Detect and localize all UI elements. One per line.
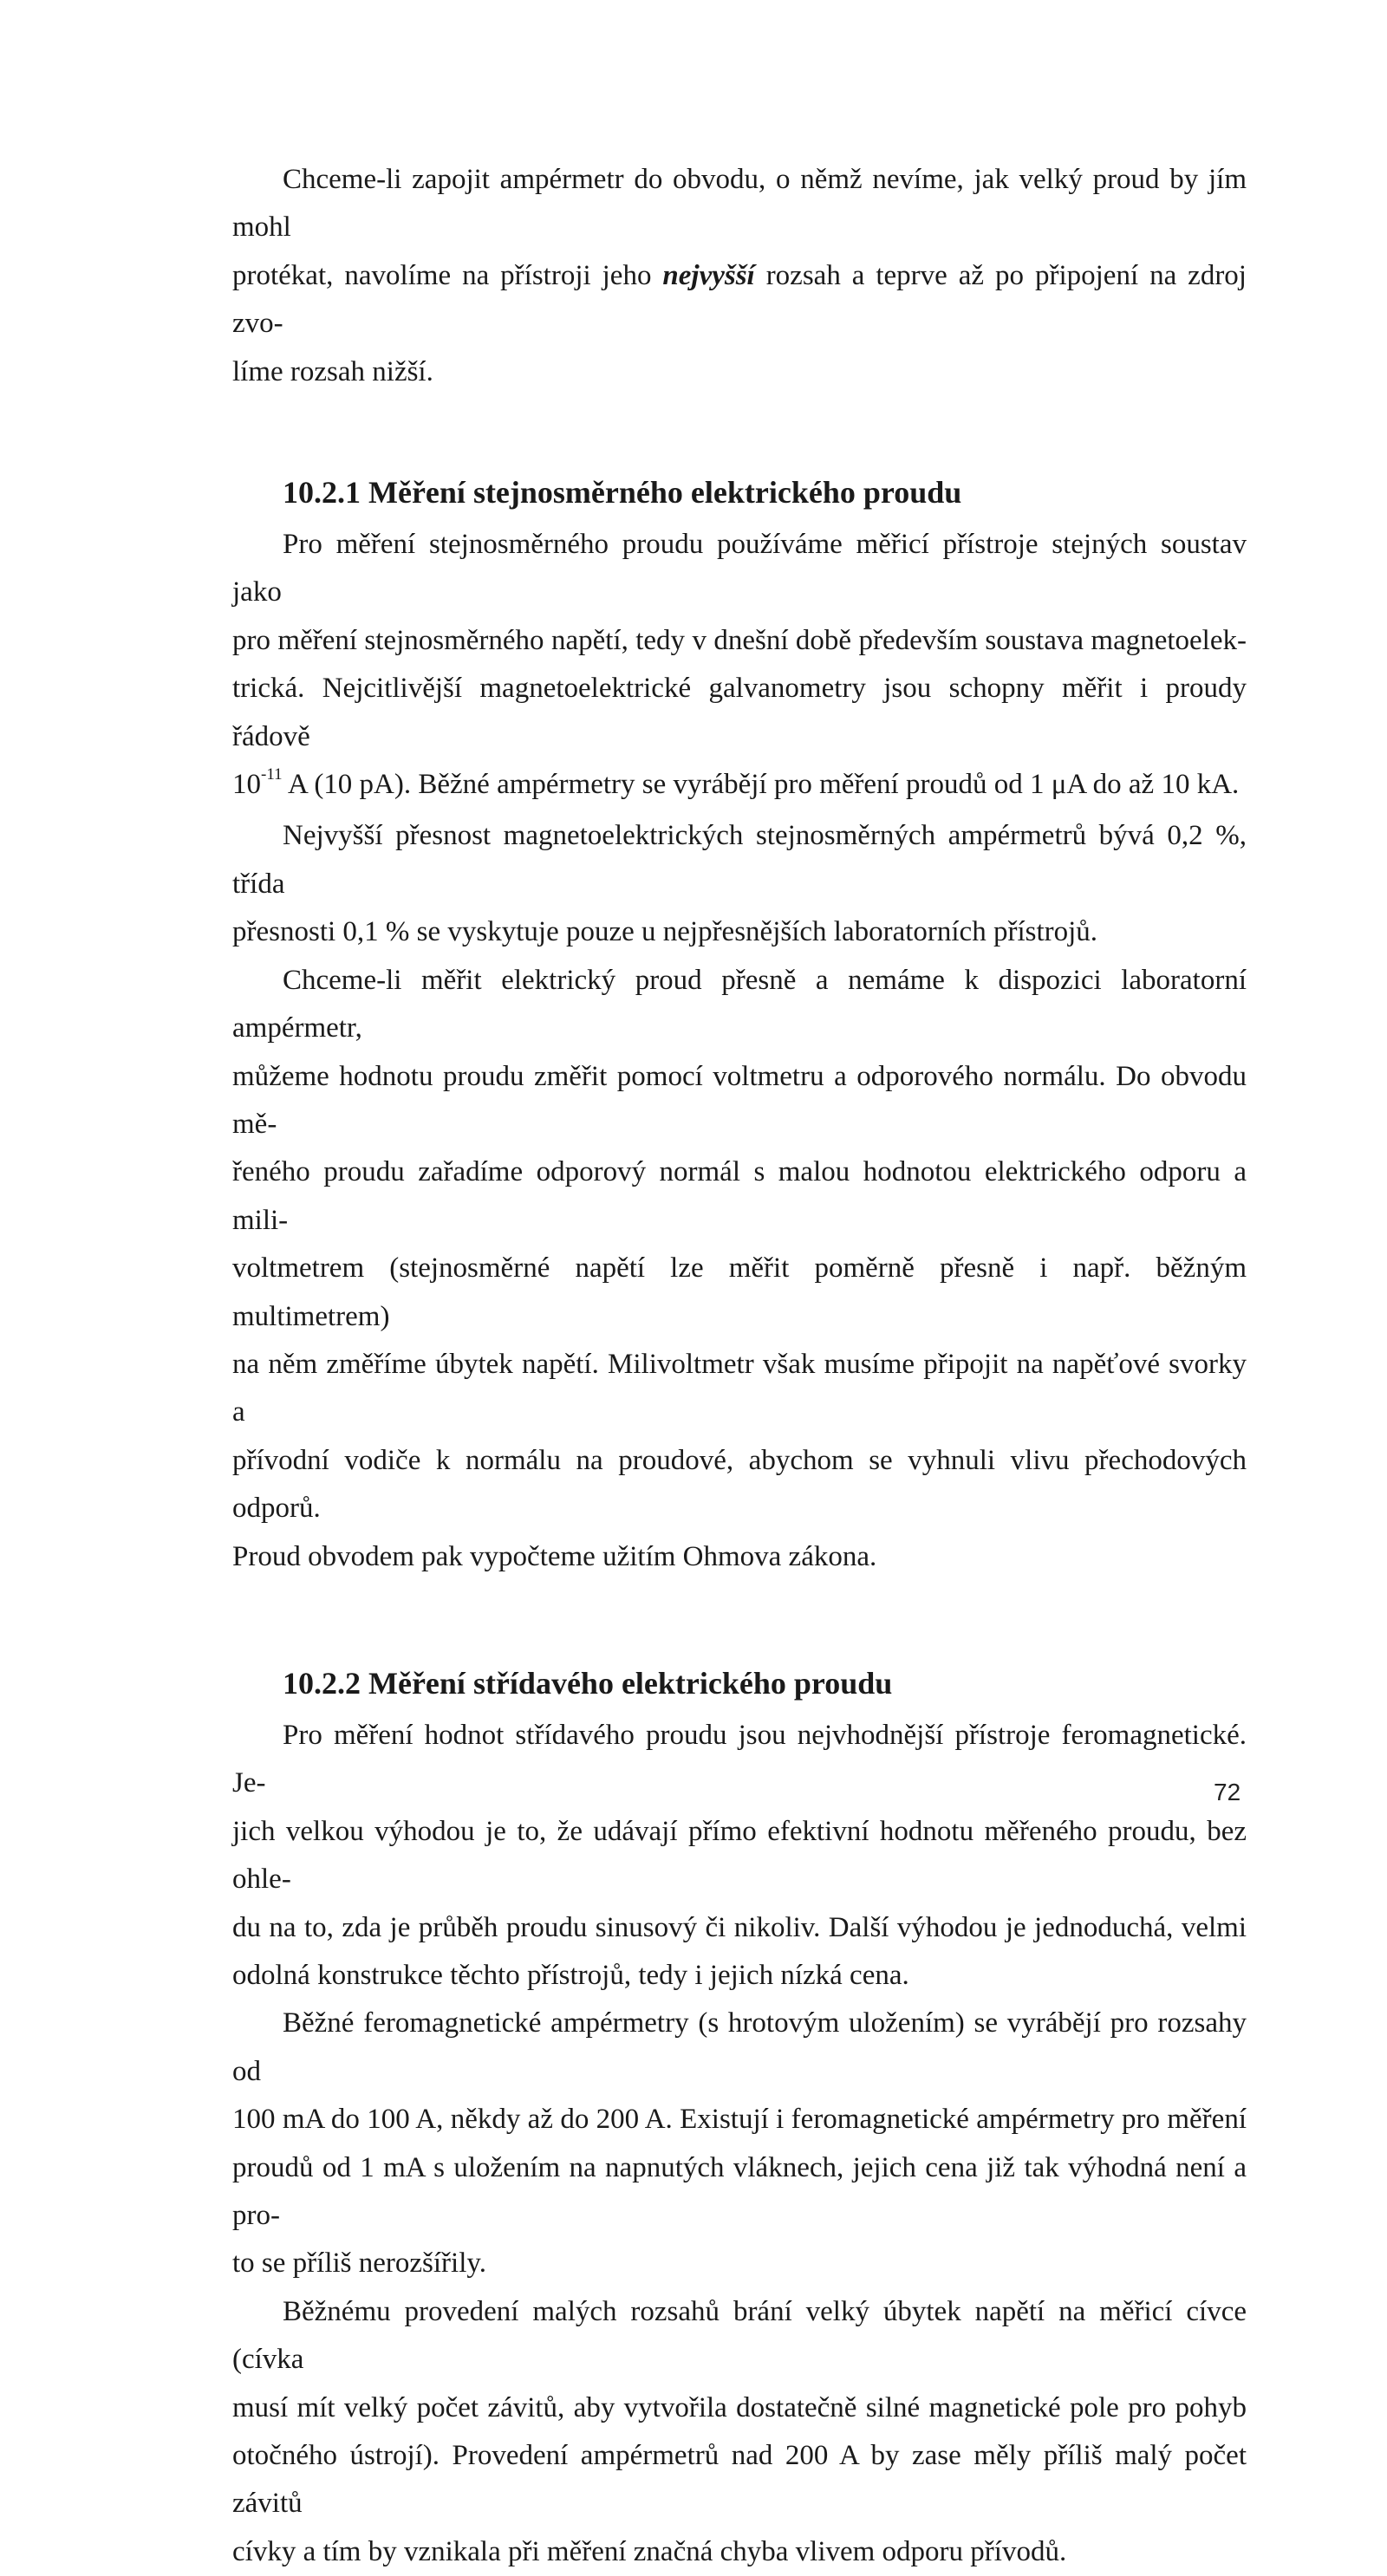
intro-paragraph — [232, 156, 1247, 396]
text-line: Běžné feromagnetické ampérmetry (s hrotovým uložením) se vyrábějí pro rozsahy od — [232, 2007, 1247, 2087]
section-2-paragraph-1 — [232, 1712, 1247, 2000]
text-line: odolná konstrukce těchto přístrojů, tedy i jejich nízká cena. — [232, 1960, 909, 1991]
section-heading-10-2-2: 10.2.2 Měření střídavého elektrického proudu — [283, 1665, 893, 1701]
text-line: na něm změříme úbytek napětí. Milivoltmetr však musíme připojit na napěťové svorky a — [232, 1348, 1247, 1428]
page-number: 72 — [1214, 1779, 1241, 1805]
text-line: proudů od 1 mA s uložením na napnutých vláknech, jejich cena již tak výhodná není a pro- — [232, 2151, 1247, 2232]
text-line: pro měření stejnosměrného napětí, tedy v dnešní době především soustava magnetoelek- — [232, 624, 1247, 656]
section-2-paragraph-3 — [232, 2288, 1247, 2576]
emphasis-text: nejvyšší — [662, 259, 755, 291]
text-segment: A (10 pA). Běžné ampérmetry se vyrábějí pro měření proudů od 1 μA do až 10 kA. — [282, 769, 1240, 801]
text-line: otočného ústrojí). Provedení ampérmetrů nad 200 A by zase měly příliš malý počet závitů — [232, 2440, 1247, 2520]
text-line: Chceme-li měřit elektrický proud přesně a nemáme k dispozici laboratorní ampérmetr, — [232, 964, 1247, 1044]
text-segment: rozsah a teprve až po připojení na zdroj zvo- — [232, 259, 1247, 340]
text-line: to se příliš nerozšířily. — [232, 2247, 486, 2280]
text-line: Pro měření hodnot střídavého proudu jsou nejvhodnější přístroje feromagnetické. Je- — [232, 1719, 1247, 1799]
text-line: 100 mA do 100 A, někdy až do 200 A. Existují i feromagnetické ampérmetry pro měření — [232, 2104, 1247, 2136]
text-line: líme rozsah nižší. — [232, 355, 433, 387]
text-line: Běžnému provedení malých rozsahů brání velký úbytek napětí na měřicí cívce (cívka — [232, 2295, 1247, 2376]
text-line: cívky a tím by vznikala při měření značná chyba vlivem odporu přívodů. — [232, 2535, 1067, 2567]
text-line: jich velkou výhodou je to, že udávají přímo efektivní hodnotu měřeného proudu, bez ohle- — [232, 1815, 1247, 1896]
text-line: Nejvyšší přesnost magnetoelektrických stejnosměrných ampérmetrů bývá 0,2 %, třída — [232, 820, 1247, 900]
text-line: Pro měření stejnosměrného proudu používáme měřicí přístroje stejných soustav jako — [232, 529, 1247, 608]
section-1-paragraph-2 — [232, 812, 1247, 956]
text-line: musí mít velký počet závitů, aby vytvořila dostatečně silné magnetické pole pro pohyb — [232, 2391, 1247, 2423]
text-line: voltmetrem (stejnosměrné napětí lze měřit poměrně přesně i např. běžným multimetrem) — [232, 1252, 1247, 1332]
text-line: Chceme-li zapojit ampérmetr do obvodu, o němž nevíme, jak velký proud by jím mohl — [232, 164, 1247, 244]
exponent: -11 — [261, 765, 283, 784]
text-line: Proud obvodem pak vypočteme užitím Ohmova zákona. — [232, 1540, 877, 1572]
text-line: trická. Nejcitlivější magnetoelektrické galvanometry jsou schopny měřit i proudy řádově — [232, 673, 1247, 752]
text-line — [232, 252, 1247, 348]
text-segment: protékat, navolíme na přístroji jeho — [232, 259, 663, 291]
section-1-paragraph-1 — [232, 521, 1247, 812]
text-line: můžeme hodnotu proudu změřit pomocí voltmetru a odporového normálu. Do obvodu mě- — [232, 1060, 1247, 1140]
text-line: řeného proudu zařadíme odporový normál s malou hodnotou elektrického odporu a mili- — [232, 1156, 1247, 1236]
page-body — [232, 156, 1247, 2576]
exponent-base: 10 — [232, 769, 261, 801]
section-1-paragraph-3 — [232, 957, 1247, 1581]
text-line: du na to, zda je průběh proudu sinusový či nikoliv. Další výhodou je jednoduchá, velmi — [232, 1911, 1247, 1943]
section-heading-10-2-1: 10.2.1 Měření stejnosměrného elektrického proudu — [283, 475, 962, 511]
section-2-paragraph-2 — [232, 2000, 1247, 2287]
text-line: přesnosti 0,1 % se vyskytuje pouze u nejpřesnějších laboratorních přístrojů. — [232, 916, 1098, 948]
text-line: přívodní vodiče k normálu na proudové, abychom se vyhnuli vlivu přechodových odporů. — [232, 1444, 1247, 1525]
text-line — [232, 761, 1247, 812]
